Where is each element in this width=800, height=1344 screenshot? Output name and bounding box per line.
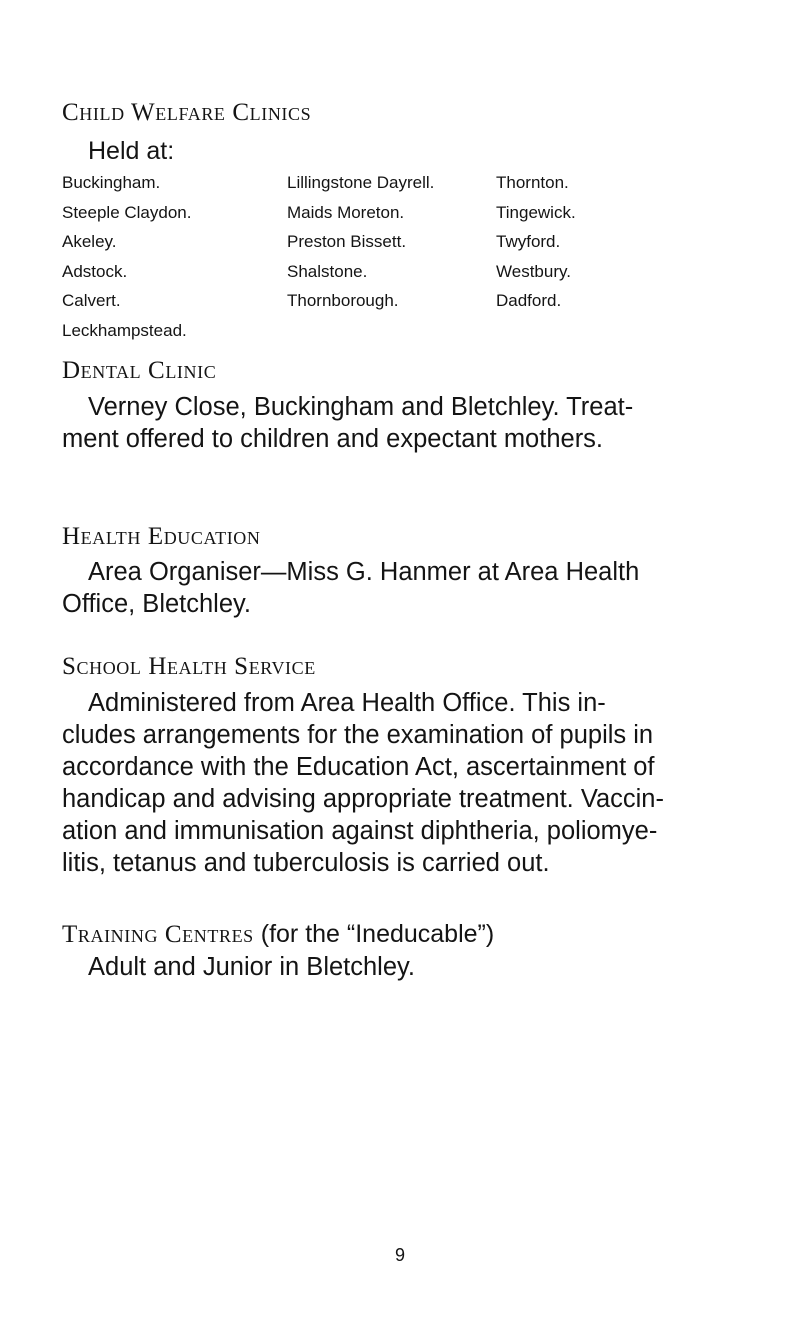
clinic-location: Tingewick.: [496, 202, 576, 222]
clinic-location: Akeley.: [62, 232, 117, 251]
clinic-location: Shalstone.: [287, 261, 368, 281]
held-at-label: Held at:: [88, 137, 175, 165]
clinic-location: Twyford.: [496, 232, 561, 251]
paragraph-line: ment offered to children and expectant mothers.: [62, 425, 604, 453]
dental-clinic-heading: Dental Clinic: [62, 357, 217, 384]
page-number: 9: [394, 1245, 405, 1265]
clinic-location: Dadford.: [496, 291, 562, 310]
paragraph-line: accordance with the Education Act, ascertainment of: [62, 753, 655, 781]
paragraph-line: Office, Bletchley.: [62, 590, 251, 618]
training-centres-heading: Training Centres: [62, 921, 254, 948]
clinic-column-3: [496, 168, 576, 316]
paragraph-line: Area Organiser—Miss G. Hanmer at Area Health: [88, 558, 640, 586]
school-health-text: [62, 687, 772, 879]
clinic-location: Lillingstone Dayrell.: [287, 173, 435, 192]
clinic-location: Leckhampstead.: [62, 320, 187, 340]
school-health-heading: School Health Service: [62, 653, 316, 680]
clinic-location: Westbury.: [496, 261, 571, 281]
training-centres-text: [62, 951, 772, 983]
clinic-location: Maids Moreton.: [287, 202, 405, 222]
clinic-location: Calvert.: [62, 291, 121, 310]
dental-clinic-text: [62, 391, 772, 455]
clinic-location: Thornborough.: [287, 291, 399, 310]
clinic-location: Steeple Claydon.: [62, 202, 192, 222]
health-education-heading: Health Education: [62, 523, 261, 550]
paragraph-line: litis, tetanus and tuberculosis is carried out.: [62, 849, 550, 877]
clinic-location: Adstock.: [62, 261, 128, 281]
paragraph-line: cludes arrangements for the examination of pupils in: [62, 721, 654, 749]
clinic-location: Preston Bissett.: [287, 232, 407, 251]
clinic-column-1: [62, 168, 191, 345]
child-welfare-heading: Child Welfare Clinics: [62, 99, 312, 126]
clinic-location: Buckingham.: [62, 173, 161, 192]
training-centres-qualifier: (for the “Ineducable”): [253, 920, 495, 948]
health-education-text: [62, 556, 772, 620]
clinic-column-2: [287, 168, 434, 316]
paragraph-line: handicap and advising appropriate treatment. Vaccin-: [62, 785, 664, 813]
clinic-location: Thornton.: [496, 173, 569, 192]
paragraph-line: Administered from Area Health Office. This in-: [88, 689, 606, 717]
paragraph-line: ation and immunisation against diphtheria, poliomye-: [62, 817, 658, 845]
paragraph-line: Verney Close, Buckingham and Bletchley. Treat-: [88, 393, 634, 421]
paragraph-line: Adult and Junior in Bletchley.: [88, 953, 415, 981]
training-centres-heading-row: [62, 922, 494, 947]
